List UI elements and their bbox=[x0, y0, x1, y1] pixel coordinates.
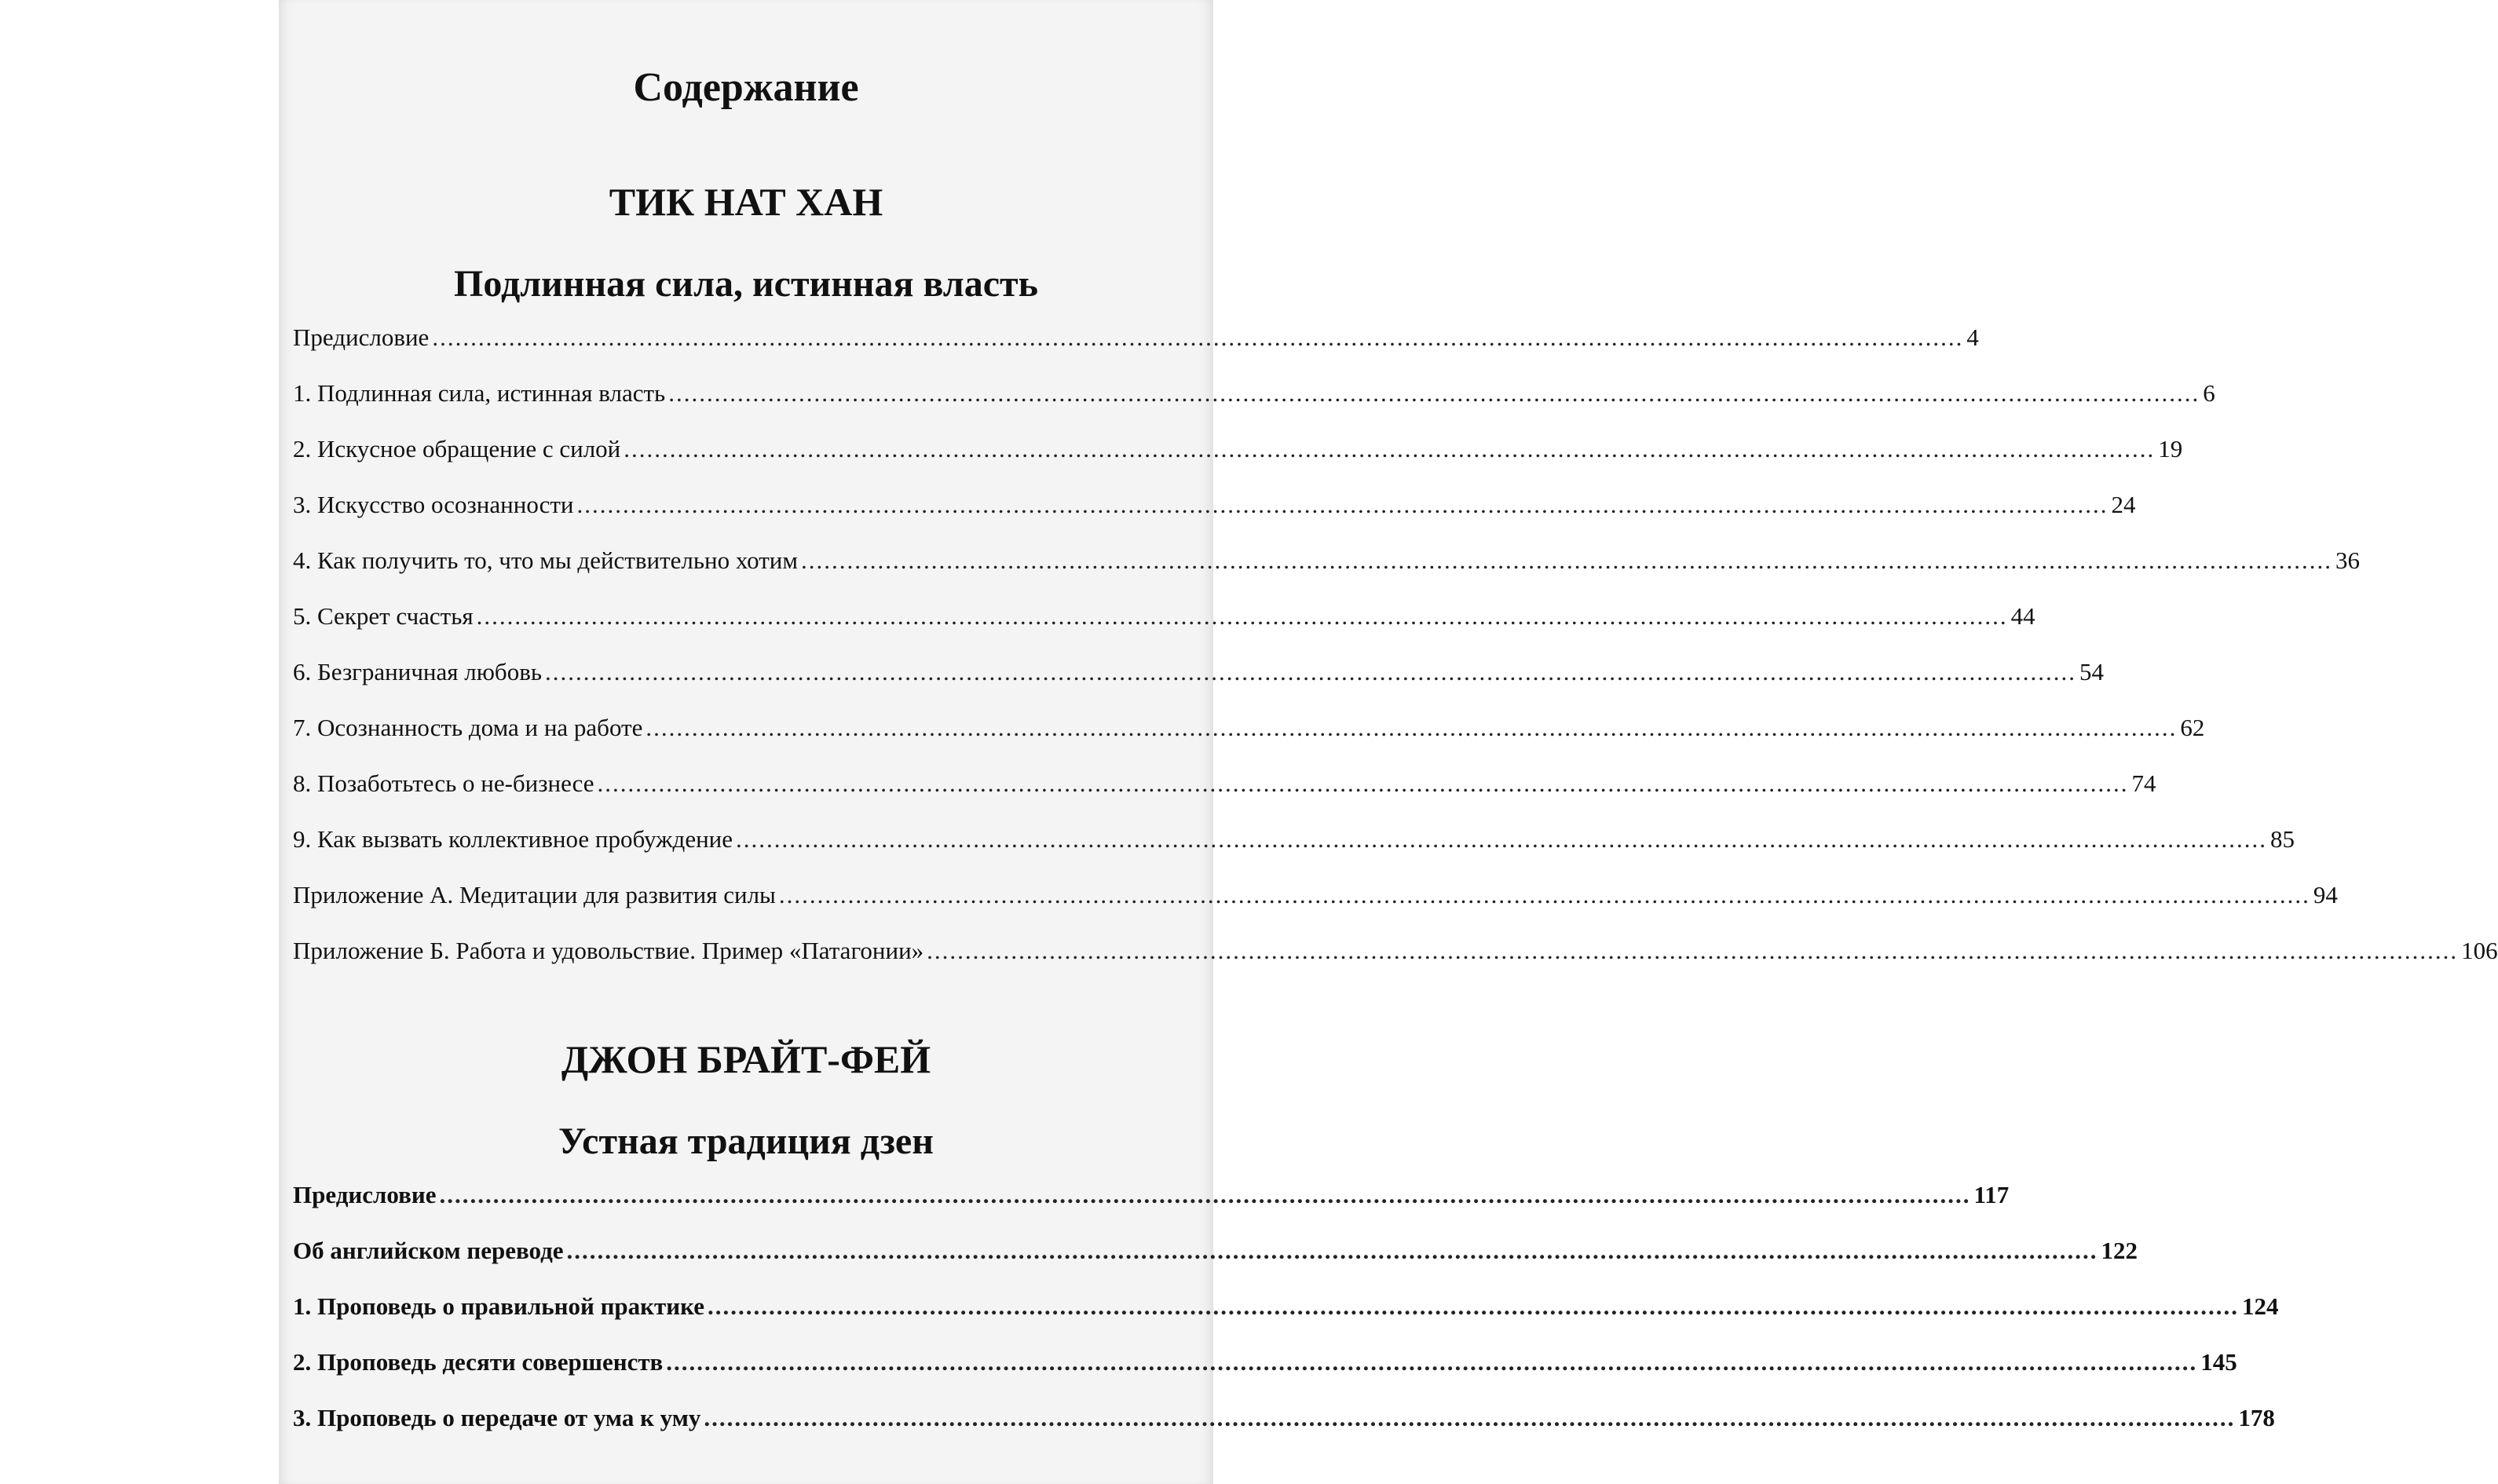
toc-entry-title: 1. Подлинная сила, истинная власть bbox=[293, 379, 666, 407]
toc-entry bbox=[293, 825, 2295, 881]
toc-entry bbox=[293, 1237, 2138, 1292]
toc-entry-page: 62 bbox=[2180, 714, 2205, 741]
toc-dot-leader: ........................................................................................................................................................................................................ bbox=[668, 379, 2200, 407]
toc-entry bbox=[293, 881, 2338, 937]
toc-dot-leader: ........................................................................................................................................................................................................ bbox=[624, 435, 2156, 462]
toc-dot-leader: ........................................................................................................................................................................................................ bbox=[566, 1237, 2098, 1264]
toc-dot-leader: ........................................................................................................................................................................................................ bbox=[476, 602, 2008, 630]
toc-entry bbox=[293, 602, 2035, 658]
toc-entry-title: Предисловие bbox=[293, 323, 430, 351]
toc-entry bbox=[293, 658, 2104, 714]
toc-entry-page: 117 bbox=[1973, 1181, 2010, 1208]
part2-book-title: Устная традиция дзен bbox=[558, 1120, 934, 1162]
toc-entry-page: 54 bbox=[2079, 658, 2104, 685]
book-page bbox=[279, 0, 2498, 1484]
toc-dot-leader: ........................................................................................................................................................................................................ bbox=[704, 1404, 2236, 1431]
toc-dot-leader: ........................................................................................................................................................................................................ bbox=[707, 1292, 2239, 1320]
part1-toc-list bbox=[293, 323, 2498, 992]
toc-dot-leader: ........................................................................................................................................................................................................ bbox=[576, 491, 2108, 518]
part1-book-title: Подлинная сила, истинная власть bbox=[454, 263, 1038, 305]
toc-entry-page: 24 bbox=[2111, 491, 2136, 518]
toc-entry-page: 19 bbox=[2158, 435, 2183, 462]
toc-entry bbox=[293, 937, 2498, 992]
toc-entry-title: 2. Проповедь десяти совершенств bbox=[293, 1348, 664, 1376]
toc-entry bbox=[293, 379, 2215, 435]
toc-entry-title: Предисловие bbox=[293, 1181, 437, 1208]
toc-entry-title: Приложение Б. Работа и удовольствие. Пример «Патагонии» bbox=[293, 937, 924, 964]
toc-dot-leader: ........................................................................................................................................................................................................ bbox=[544, 658, 2076, 685]
toc-entry-title: 9. Как вызвать коллективное пробуждение bbox=[293, 825, 733, 853]
toc-entry-title: 3. Проповедь о передаче от ума к уму bbox=[293, 1404, 701, 1431]
toc-entry-page: 122 bbox=[2101, 1237, 2138, 1264]
toc-entry-page: 85 bbox=[2270, 825, 2295, 853]
part2-toc-list bbox=[293, 1181, 2279, 1460]
toc-entry-title: Приложение А. Медитации для развития силы bbox=[293, 881, 776, 908]
toc-entry-title: 8. Позаботьтесь о не-бизнесе bbox=[293, 769, 594, 797]
toc-entry bbox=[293, 714, 2205, 769]
toc-entry-page: 36 bbox=[2335, 546, 2360, 574]
toc-entry-title: 3. Искусство осознанности bbox=[293, 491, 574, 518]
toc-dot-leader: ........................................................................................................................................................................................................ bbox=[778, 881, 2310, 908]
toc-entry bbox=[293, 491, 2136, 546]
toc-dot-leader: ........................................................................................................................................................................................................ bbox=[646, 714, 2178, 741]
toc-dot-leader: ........................................................................................................................................................................................................ bbox=[801, 546, 2332, 574]
part1-author: ТИК НАТ ХАН bbox=[609, 180, 883, 224]
toc-entry-page: 6 bbox=[2203, 379, 2215, 407]
toc-entry-page: 124 bbox=[2241, 1292, 2279, 1320]
toc-entry bbox=[293, 1292, 2279, 1348]
toc-entry-page: 4 bbox=[1966, 323, 1979, 351]
toc-entry bbox=[293, 1404, 2275, 1460]
toc-dot-leader: ........................................................................................................................................................................................................ bbox=[439, 1181, 1971, 1208]
toc-dot-leader: ........................................................................................................................................................................................................ bbox=[666, 1348, 2198, 1376]
toc-entry bbox=[293, 1348, 2237, 1404]
page-title: Содержание bbox=[633, 65, 859, 110]
toc-dot-leader: ........................................................................................................................................................................................................ bbox=[597, 769, 2129, 797]
toc-entry bbox=[293, 1181, 2010, 1237]
toc-entry bbox=[293, 769, 2156, 825]
toc-entry-page: 106 bbox=[2461, 937, 2498, 964]
toc-entry bbox=[293, 323, 1979, 379]
toc-dot-leader: ........................................................................................................................................................................................................ bbox=[432, 323, 1964, 351]
toc-dot-leader: ........................................................................................................................................................................................................ bbox=[736, 825, 2268, 853]
toc-entry-title: 5. Секрет счастья bbox=[293, 602, 474, 630]
toc-entry bbox=[293, 435, 2183, 491]
toc-entry-title: 7. Осознанность дома и на работе bbox=[293, 714, 643, 741]
toc-entry-title: 4. Как получить то, что мы действительно хотим bbox=[293, 546, 798, 574]
toc-entry-title: Об английском переводе bbox=[293, 1237, 564, 1264]
toc-entry-title: 6. Безграничная любовь bbox=[293, 658, 542, 685]
toc-dot-leader: ........................................................................................................................................................................................................ bbox=[927, 937, 2459, 964]
toc-entry-page: 145 bbox=[2200, 1348, 2237, 1376]
toc-entry-page: 178 bbox=[2238, 1404, 2275, 1431]
toc-entry-page: 94 bbox=[2313, 881, 2338, 908]
toc-entry-page: 44 bbox=[2010, 602, 2035, 630]
part2-author: ДЖОН БРАЙТ-ФЕЙ bbox=[561, 1037, 931, 1081]
toc-entry-title: 1. Проповедь о правильной практике bbox=[293, 1292, 704, 1320]
toc-entry-title: 2. Искусное обращение с силой bbox=[293, 435, 621, 462]
toc-entry-page: 74 bbox=[2131, 769, 2156, 797]
toc-entry bbox=[293, 546, 2360, 602]
